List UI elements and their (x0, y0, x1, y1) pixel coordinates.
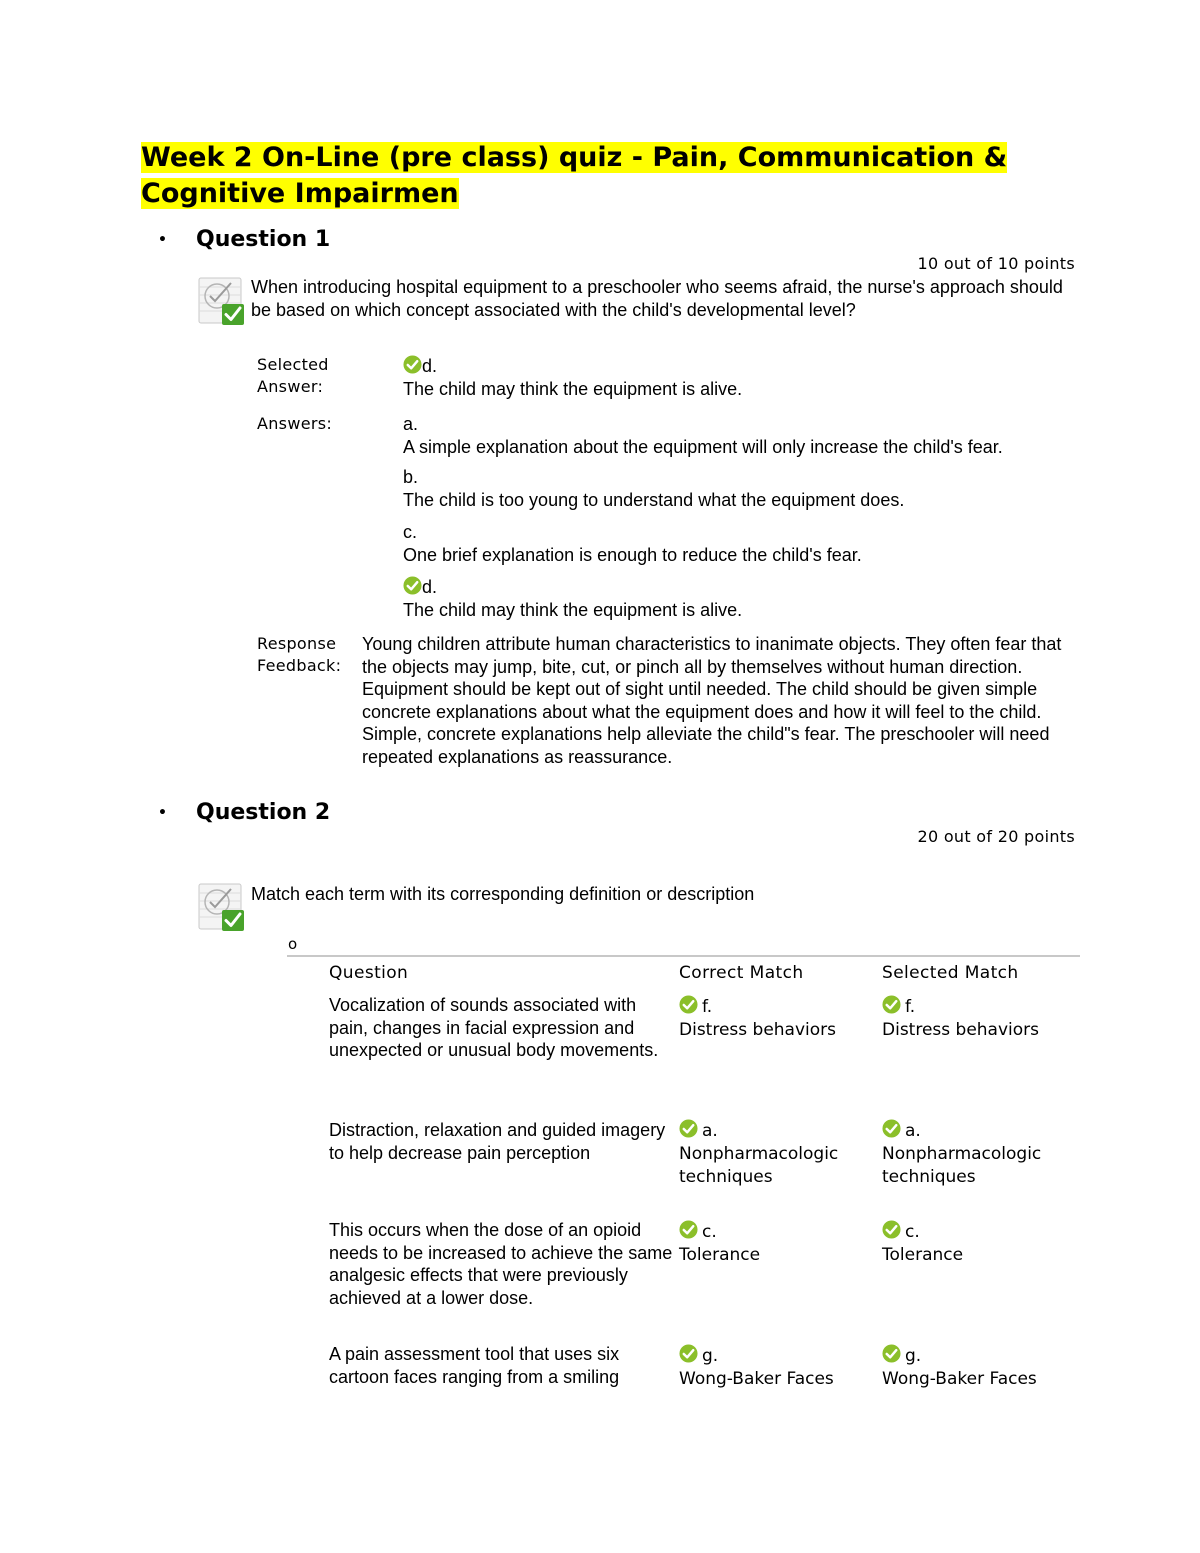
selected-match: c. Tolerance (882, 1222, 964, 1265)
check-icon (403, 355, 422, 374)
check-icon (403, 576, 422, 595)
column-header-correct-match: Correct Match (679, 963, 804, 983)
check-icon (882, 1344, 901, 1363)
response-feedback: Young children attribute human characteristics to inanimate objects. They often fear that the objects may jump, bite, cut, or pinch all by themselves without human direction. Equipment should be kept out of sight until needed. The child should be given simple concrete explanations about what the equipment does and how it will feel to the child. Simple, concrete explanations help alleviate the child"s fear. The preschooler will need repeated explanations as reassurance. (362, 634, 1062, 767)
page-title: Week 2 On-Line (pre class) quiz - Pain, Communication & Cognitive Impairmen (141, 142, 1008, 209)
check-icon (882, 1119, 901, 1138)
selected-match: f. Distress behaviors (882, 997, 1040, 1040)
match-question: Distraction, relaxation and guided imagery to help decrease pain perception (329, 1120, 666, 1163)
check-icon (679, 1220, 698, 1239)
table-divider (287, 955, 1080, 957)
answers-label: Answers: (257, 414, 333, 433)
column-header-selected-match: Selected Match (882, 963, 1019, 983)
question-1-heading: • Question 1 (158, 227, 331, 252)
answer-option: a. A simple explanation about the equipment will only increase the child's fear. (403, 414, 1003, 457)
selected-match: a. Nonpharmacologic techniques (882, 1121, 1042, 1187)
question-2-heading: • Question 2 (158, 800, 331, 825)
check-icon (679, 995, 698, 1014)
question-1-points: 10 out of 10 points (917, 254, 1075, 273)
bullet: • (158, 232, 167, 248)
selected-answer: d. The child may think the equipment is alive. (403, 356, 743, 399)
question-correct-icon (197, 881, 249, 933)
answer-option-correct: d. The child may think the equipment is alive. (403, 577, 743, 620)
question-correct-icon (197, 275, 249, 327)
question-2-points: 20 out of 20 points (917, 827, 1075, 846)
selected-match: g. Wong-Baker Faces (882, 1346, 1037, 1389)
match-question: A pain assessment tool that uses six cartoon faces ranging from a smiling (329, 1344, 620, 1387)
correct-match: g. Wong-Baker Faces (679, 1346, 834, 1389)
check-icon (882, 1220, 901, 1239)
match-question: Vocalization of sounds associated with pain, changes in facial expression and unexpected or unusual body movements. (329, 995, 659, 1060)
sub-bullet: o (288, 935, 298, 953)
bullet: • (158, 805, 167, 821)
answer-option: b. The child is too young to understand what the equipment does. (403, 467, 905, 510)
check-icon (679, 1119, 698, 1138)
question-1-text: When introducing hospital equipment to a preschooler who seems afraid, the nurse's approach should be based on which concept associated with the child's developmental level? (251, 277, 1063, 320)
correct-match: c. Tolerance (679, 1222, 761, 1265)
response-feedback-label: Response Feedback: (257, 634, 342, 675)
column-header-question: Question (329, 963, 409, 983)
question-2-text: Match each term with its corresponding definition or description (251, 884, 755, 904)
match-question: This occurs when the dose of an opioid needs to be increased to achieve the same analgesic effects that were previously achieved at a lower dose. (329, 1220, 673, 1308)
correct-match: f. Distress behaviors (679, 997, 837, 1040)
check-icon (679, 1344, 698, 1363)
answer-option: c. One brief explanation is enough to reduce the child's fear. (403, 522, 862, 565)
check-icon (882, 995, 901, 1014)
correct-match: a. Nonpharmacologic techniques (679, 1121, 839, 1187)
selected-answer-label: Selected Answer: (257, 355, 329, 396)
